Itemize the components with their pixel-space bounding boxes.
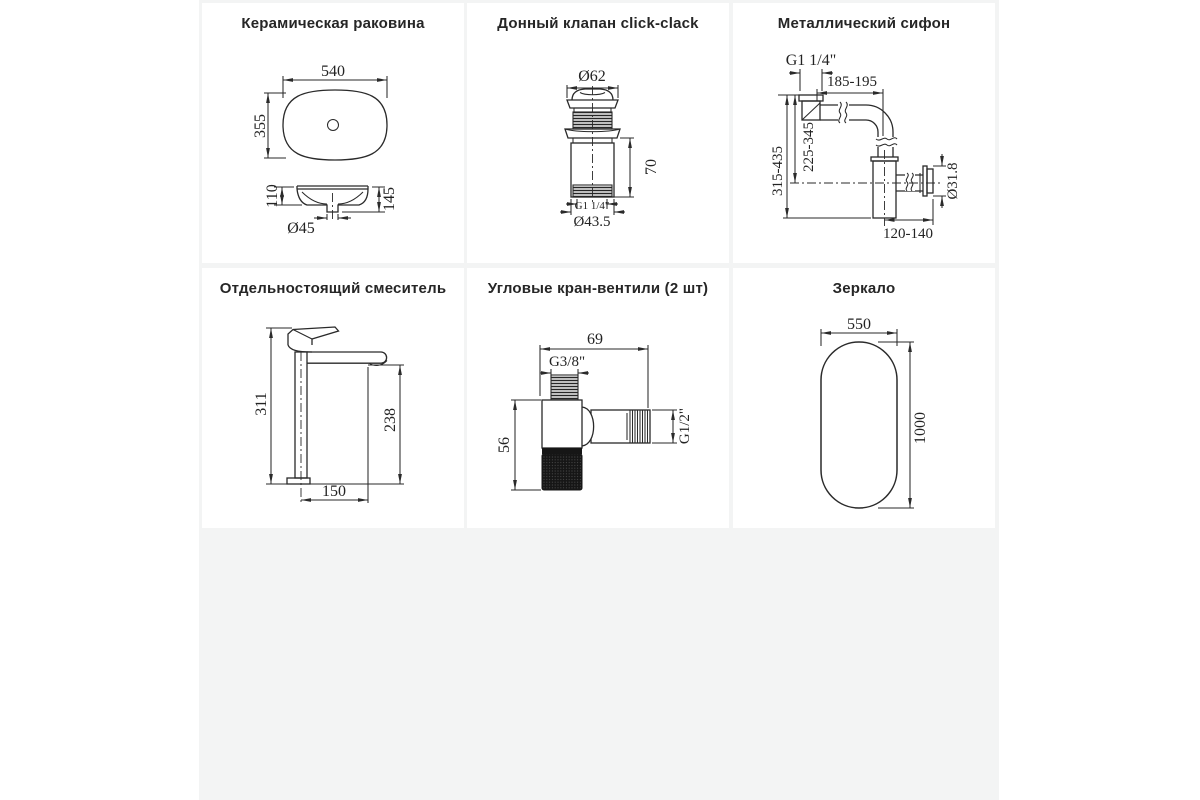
dim-anglevalve-width: 69 [587,331,603,348]
panel-mirror [733,268,995,528]
dim-mixer-total-height: 311 [253,392,270,416]
dim-valve-thread: G1 1/4" [574,200,610,212]
mirror-drawing [733,268,995,528]
panel-sink [202,3,464,263]
dim-mirror-height: 1000 [912,412,929,444]
dim-anglevalve-height: 56 [496,437,513,453]
dim-siphon-outlet-diameter: Ø31.8 [945,162,961,200]
dim-siphon-outlet-height: 225-345 [801,122,817,172]
panel-title: Донный клапан click-clack [497,15,699,32]
panel-title: Угловые кран-вентили (2 шт) [487,280,709,297]
dim-anglevalve-outlet-thread: G1/2" [677,407,693,445]
panel-mixer [202,268,464,528]
panel-valve [467,3,729,263]
dim-sink-rim-height: 110 [264,184,281,208]
dim-sink-width: 540 [321,63,345,80]
dim-sink-depth: 355 [252,114,269,138]
dim-valve-diameter: Ø43.5 [573,214,611,230]
panel-angle-valves [467,268,729,528]
panel-siphon [733,3,995,263]
dim-siphon-total-height: 315-435 [770,146,786,196]
panel-title: Керамическая раковина [241,15,425,32]
dim-mirror-width: 550 [847,316,871,333]
dim-valve-cap: Ø62 [578,68,606,85]
mixer-drawing [202,268,464,528]
dim-sink-drain: Ø45 [287,220,315,237]
dim-valve-height: 70 [643,159,660,175]
siphon-drawing [733,3,995,263]
valve-drawing [467,3,729,263]
dim-mixer-spout-reach: 150 [322,483,346,500]
dim-siphon-inlet-thread: G1 1/4" [785,52,837,69]
sink-drawing [202,3,464,263]
dim-sink-total-height: 145 [381,187,398,211]
dim-siphon-wall-distance: 120-140 [883,226,933,242]
dim-anglevalve-inlet-thread: G3/8" [548,354,586,370]
angle-valve-drawing [467,268,729,528]
panel-title: Металлический сифон [777,15,951,32]
panel-title: Отдельностоящий смеситель [219,280,447,297]
panel-title: Зеркало [832,280,896,297]
dim-mixer-spout-height: 238 [382,408,399,432]
dim-siphon-horizontal: 185-195 [827,74,877,90]
